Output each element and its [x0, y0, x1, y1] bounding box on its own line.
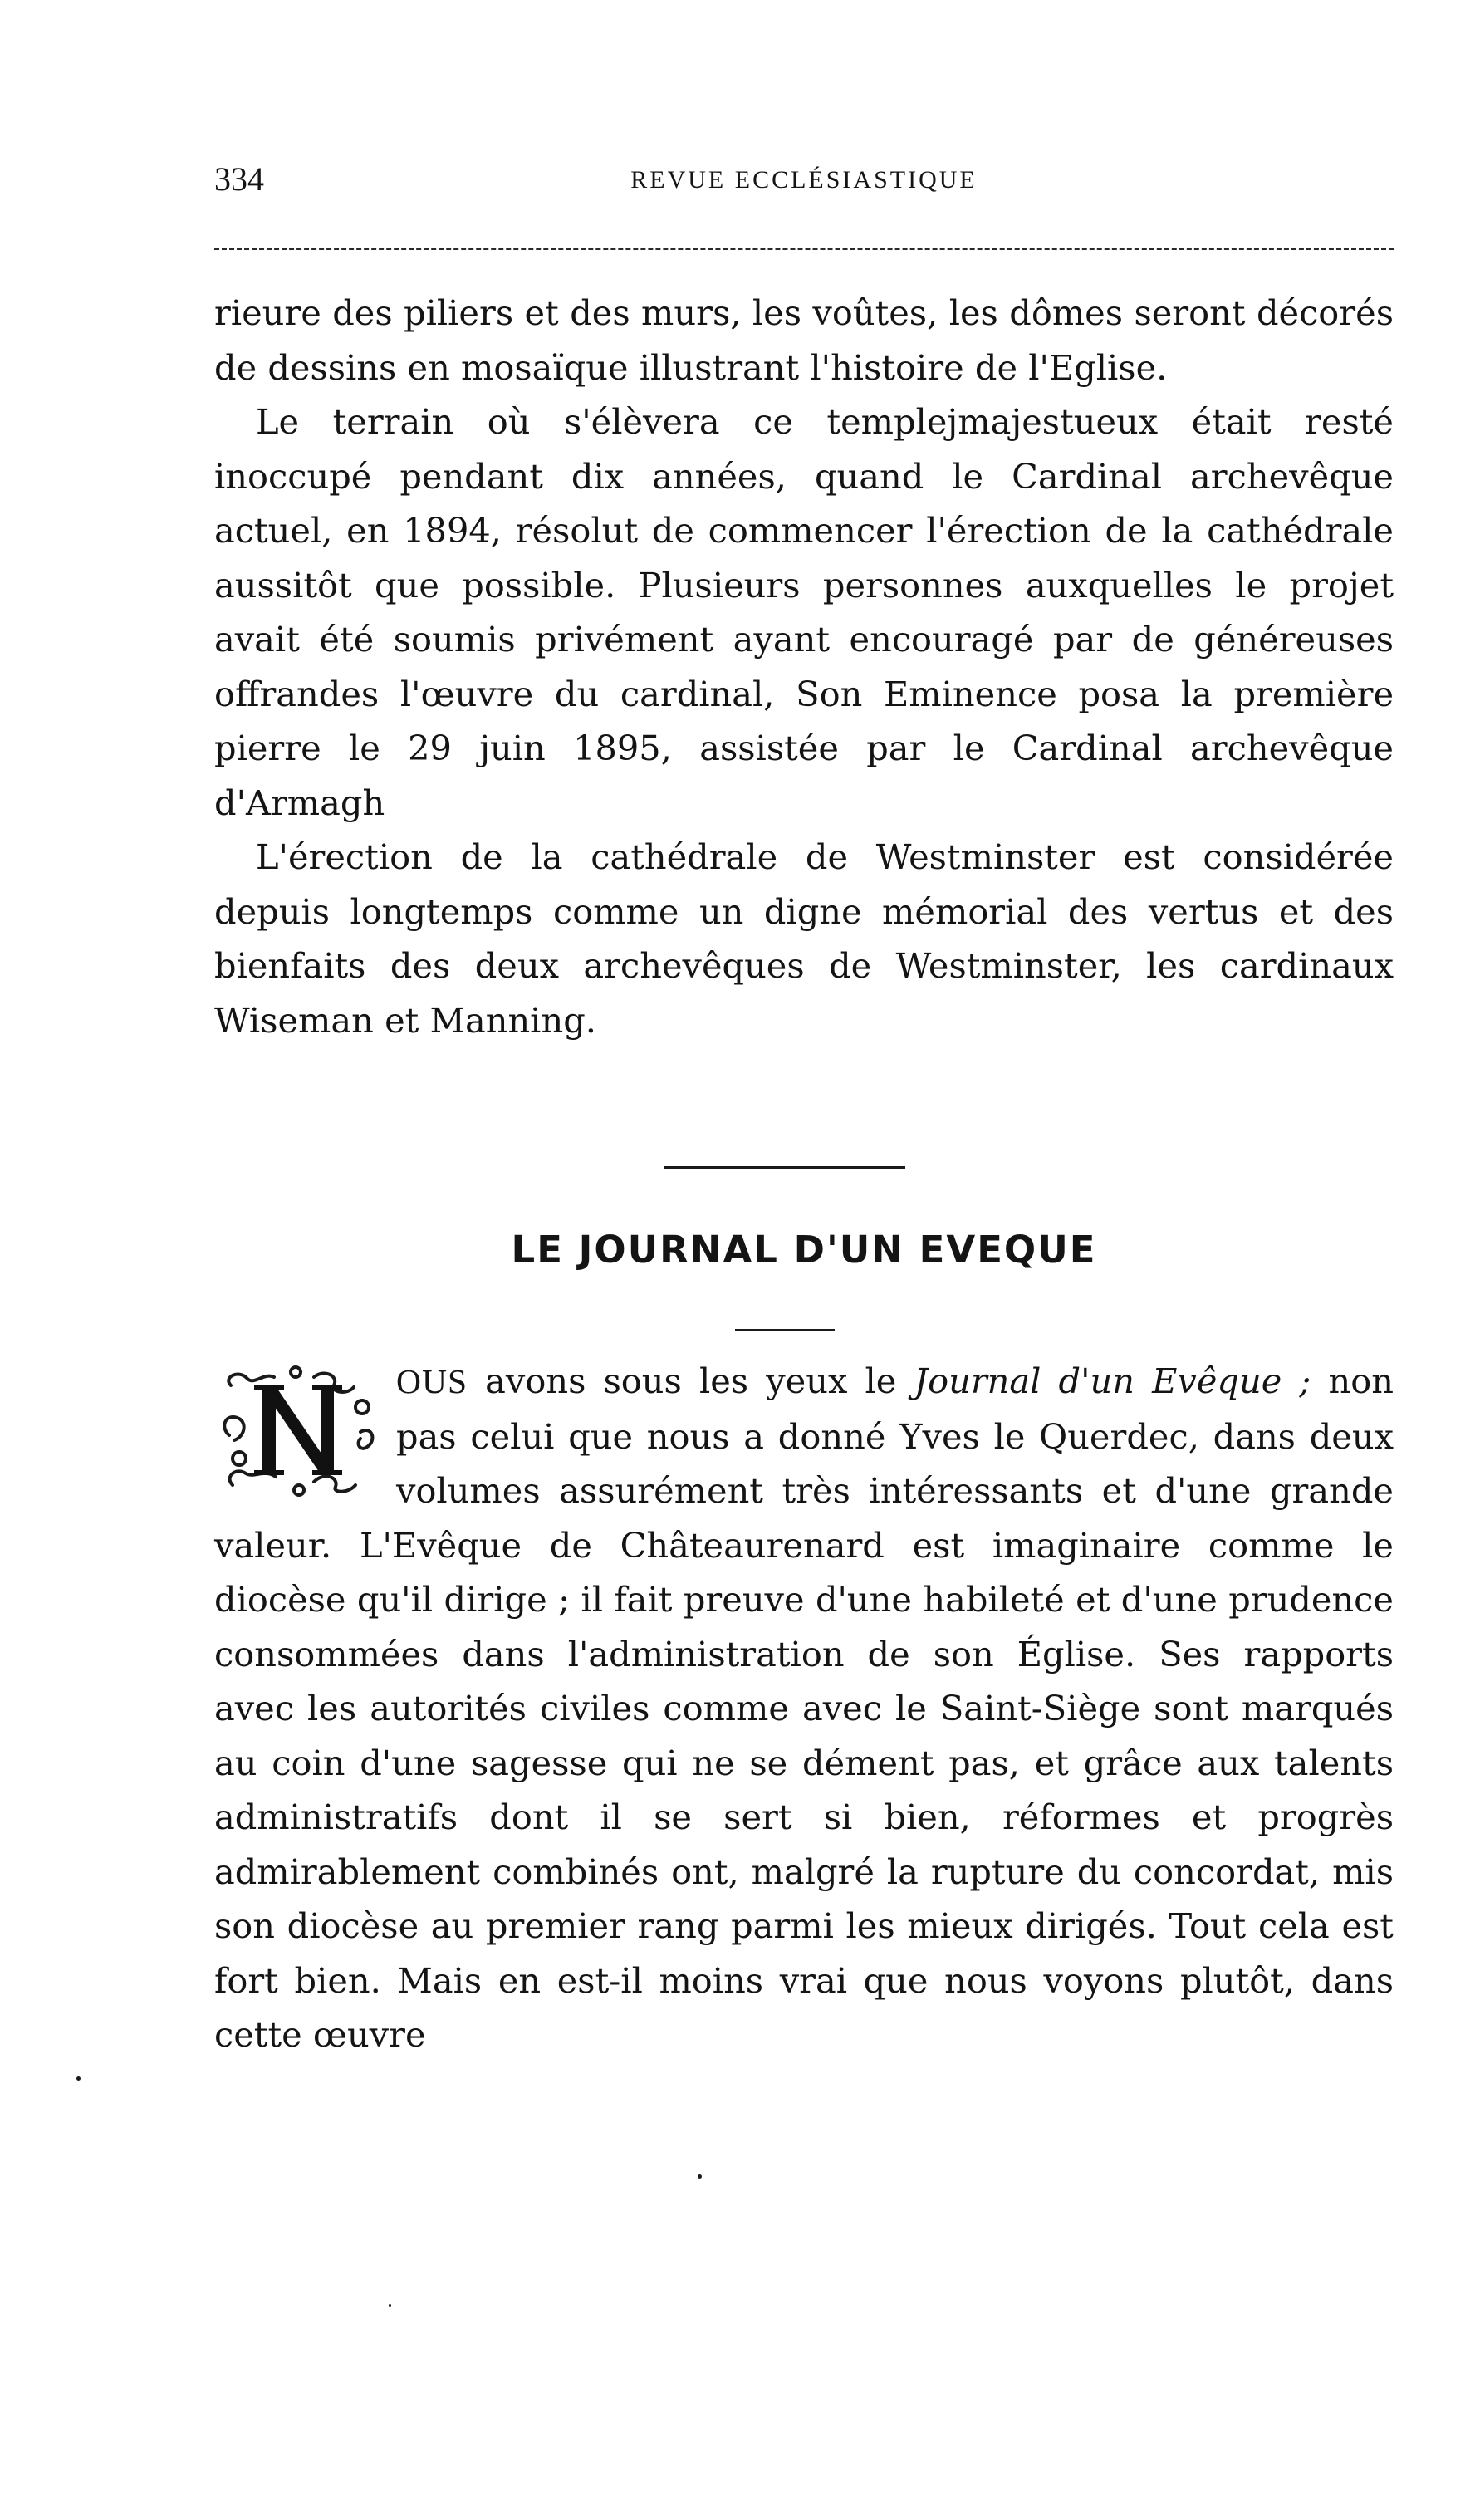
section-body-text: non pas celui que nous a donné Yves le Querdec, dans deux volumes assurément très intéressants et d'une grande valeur. L'Evêque de Châteaurenard est imaginaire comme le diocèse qu'il dirige ; il fait preuve d'une habileté et d'une prudence consommées dans l'administration de son Église. Ses rapports avec les autorités civiles comme avec le Saint-Siège sont marqués au coin d'une sagesse qui ne se dément pas, et grâce aux talents administratifs dont il se sert si bien, réformes et progrès admirablement combinés ont, malgré la rupture du concordat, mis son diocèse au premier rang parmi les mieux dirigés. Tout cela est fort bien. Mais en est-il moins vrai que nous voyons plutôt, dans cette œuvre	[214, 1361, 1394, 2055]
print-speck	[76, 2076, 81, 2081]
section-divider-lower	[735, 1329, 835, 1331]
running-title: REVUE ECCLÉSIASTIQUE	[630, 166, 978, 194]
paragraph: L'érection de la cathédrale de Westminster est considérée depuis longtemps comme un digne mémorial des vertus et des bienfaits des deux archevêques de Westminster, les cardinaux Wiseman et Manning.	[214, 836, 1394, 1041]
lead-text: avons sous les yeux le	[468, 1361, 914, 1401]
header-rule	[214, 248, 1394, 250]
page-number: 334	[214, 160, 264, 198]
section-divider-upper	[664, 1166, 905, 1169]
paragraph: rieure des piliers et des murs, les voûtes, les dômes seront décorés de dessins en mosaïque illustrant l'histoire de l'Eglise.	[214, 292, 1394, 388]
paragraph: Le terrain où s'élèvera ce templejmajestueux était resté inoccupé pendant dix années, quand le Cardinal archevêque actuel, en 1894, résolut de commencer l'érection de la cathédrale aussitôt que possible. Plusieurs personnes auxquelles le projet avait été soumis privément ayant encouragé par de généreuses offrandes l'œuvre du cardinal, Son Eminence posa la première pierre le 29 juin 1895, assistée par le Cardinal archevêque d'Armagh	[214, 401, 1394, 823]
section-heading: LE JOURNAL D'UN EVEQUE	[511, 1228, 1097, 1272]
drop-cap-continuation: OUS	[396, 1362, 468, 1400]
continued-text-block	[214, 286, 1394, 1047]
ornamental-drop-cap	[214, 1361, 385, 1498]
paragraph	[214, 1354, 1394, 2062]
print-speck	[698, 2174, 702, 2179]
ornamental-drop-cap-icon	[214, 1361, 385, 1498]
section-text-block	[214, 1354, 1394, 2062]
journal-title: Journal d'un Evêque ;	[914, 1361, 1311, 1401]
running-head	[214, 154, 1394, 204]
print-speck	[389, 2304, 391, 2307]
